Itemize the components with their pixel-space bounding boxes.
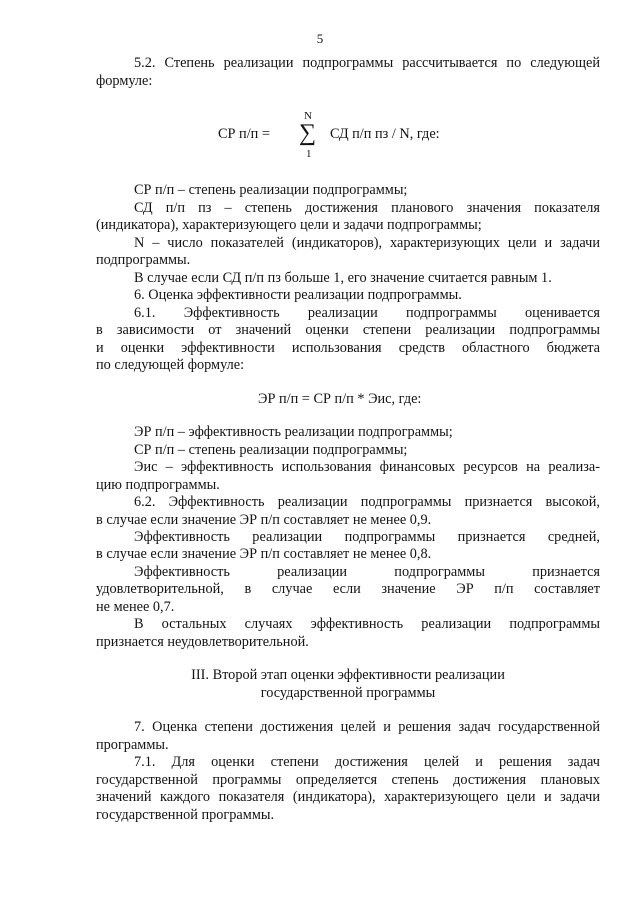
formula-1-right: СД п/п пз / N, где: (330, 126, 440, 142)
formula-1-sum-lower: 1 (306, 148, 312, 160)
definition-er: ЭР п/п – эффективность реализации подпрограммы; (134, 424, 453, 440)
paragraph-6-1-line-1: 6.1. Эффективность реализации подпрограммы оценивается (134, 305, 600, 321)
section-3-heading-line-1: III. Второй этап оценки эффективности реализации (191, 667, 505, 683)
definition-sr: СР п/п – степень реализации подпрограммы; (134, 182, 408, 198)
definition-sd-line-2: (индикатора), характеризующего цели и задачи подпрограммы; (96, 217, 482, 233)
paragraph-6-2-line-4: в случае если значение ЭР п/п составляет не менее 0,8. (96, 546, 432, 562)
section-3-heading-line-2: государственной программы (260, 685, 436, 701)
paragraph-6: 6. Оценка эффективности реализации подпрограммы. (134, 287, 462, 303)
paragraph-7-1-line-4: государственной программы. (96, 807, 275, 823)
paragraph-6-1-line-4: по следующей формуле: (96, 357, 245, 373)
paragraph-5-2-line-2: формуле: (96, 73, 153, 89)
paragraph-6-2-line-5: Эффективность реализации подпрограммы признается (134, 564, 600, 580)
formula-1-left: СР п/п = (218, 126, 270, 142)
definition-n-line-1: N – число показателей (индикаторов), характеризующих цели и задачи (134, 235, 600, 251)
definition-sr-2: СР п/п – степень реализации подпрограммы; (134, 442, 408, 458)
definition-n-line-2: подпрограммы. (96, 252, 191, 268)
definition-eis-line-1: Эис – эффективность использования финансовых ресурсов на реализа- (134, 459, 600, 475)
formula-1-sum-upper: N (304, 110, 312, 122)
paragraph-6-2-line-3: Эффективность реализации подпрограммы признается средней, (134, 529, 600, 545)
formula-1-sigma: ∑ (299, 120, 317, 146)
paragraph-6-2-line-7: не менее 0,7. (96, 599, 175, 615)
paragraph-6-1-line-3: и оценки эффективности использования средств областного бюджета (96, 340, 600, 356)
paragraph-6-2-line-2: в случае если значение ЭР п/п составляет не менее 0,9. (96, 512, 432, 528)
paragraph-6-2-line-1: 6.2. Эффективность реализации подпрограммы признается высокой, (134, 494, 600, 510)
paragraph-5-2-line-1: 5.2. Степень реализации подпрограммы рассчитывается по следующей (134, 55, 600, 71)
paragraph-6-2-line-8: В остальных случаях эффективность реализации подпрограммы (134, 616, 600, 632)
paragraph-7-line-1: 7. Оценка степени достижения целей и решения задач государственной (134, 719, 600, 735)
paragraph-7-1-line-2: государственной программы определяется степень достижения плановых (96, 772, 600, 788)
page-number: 5 (316, 31, 324, 46)
rule-sd-max: В случае если СД п/п пз больше 1, его значение считается равным 1. (134, 270, 552, 286)
paragraph-6-1-line-2: в зависимости от значений оценки степени реализации подпрограммы (96, 322, 600, 338)
paragraph-7-1-line-3: значений каждого показателя (индикатора), характеризующего цели и задачи (96, 789, 600, 805)
paragraph-7-1-line-1: 7.1. Для оценки степени достижения целей и решения задач (134, 754, 600, 770)
paragraph-6-2-line-6: удовлетворительной, в случае если значение ЭР п/п составляет (96, 581, 600, 597)
paragraph-6-2-line-9: признается неудовлетворительной. (96, 634, 309, 650)
paragraph-7-line-2: программы. (96, 737, 169, 753)
definition-sd-line-1: СД п/п пз – степень достижения планового значения показателя (134, 200, 600, 216)
formula-2: ЭР п/п = СР п/п * Эис, где: (258, 391, 422, 407)
definition-eis-line-2: цию подпрограммы. (96, 477, 220, 493)
